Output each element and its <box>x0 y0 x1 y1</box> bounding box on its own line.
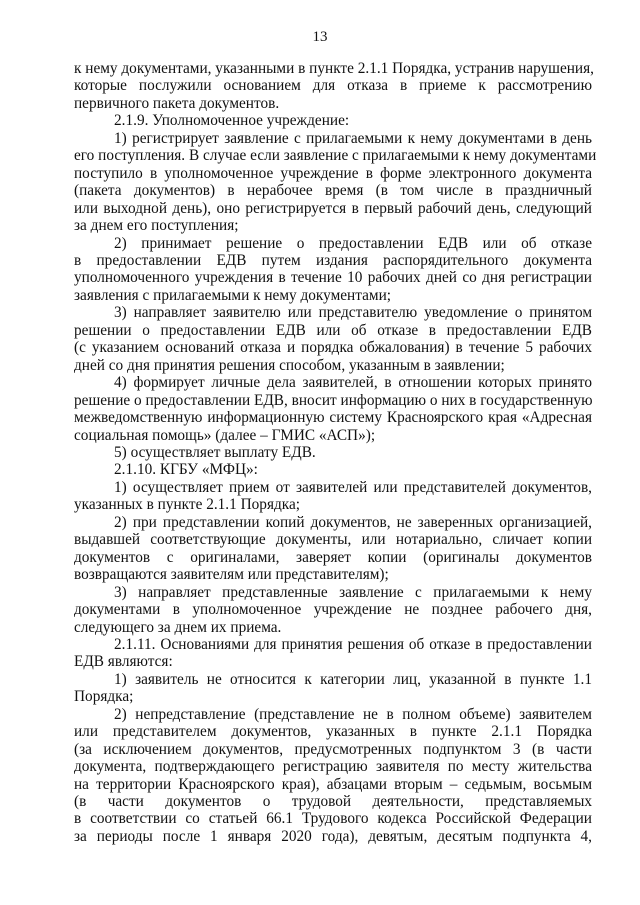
text-line: 1) регистрирует заявление с прилагаемыми к нему документами в день <box>114 129 592 147</box>
text-line: его поступления. В случае если заявление с прилагаемыми к нему документами <box>74 147 597 165</box>
text-line: документами в уполномоченное учреждение не позднее рабочего дня, <box>74 601 592 619</box>
text-line: возвращаются заявителям или представителям); <box>74 566 389 584</box>
text-line: решение о предоставлении ЕДВ, вносит информацию о них в государственную <box>74 391 593 409</box>
text-line: межведомственную информационную систему Красноярского края «Адресная <box>74 409 592 427</box>
text-line: 2) принимает решение о предоставлении ЕДВ или об отказе <box>114 234 592 252</box>
text-line: решении о предоставлении ЕДВ или об отказе в предоставлении ЕДВ <box>74 321 592 339</box>
text-line: к нему документами, указанными в пункте 2.1.1 Порядка, устранив нарушения, <box>74 60 594 77</box>
text-line: 2.1.11. Основаниями для принятия решения об отказе в предоставлении <box>114 635 592 653</box>
text-line: 2) непредставление (представление не в полном объеме) заявителем <box>114 705 592 723</box>
text-line: 3) направляет представленные заявление с прилагаемыми к нему <box>114 583 592 601</box>
text-line: в соответствии со статьей 66.1 Трудового кодекса Российской Федерации <box>74 810 592 828</box>
text-line: на территории Красноярского края), абзацами вторым – седьмым, восьмым <box>74 775 592 793</box>
text-line: указанных в пункте 2.1.1 Порядка; <box>74 496 301 514</box>
text-line: выдавшей соответствующие документы, или нотариально, сличает копии <box>74 531 592 549</box>
text-line: (с указанием оснований отказа и порядка обжалования) в течение 5 рабочих <box>74 339 592 357</box>
text-line: документа, подтверждающего регистрацию заявителя по месту жительства <box>74 758 592 776</box>
text-line: которые послужили основанием для отказа в приеме к рассмотрению <box>74 77 592 95</box>
page-number: 13 <box>312 29 328 45</box>
document-body <box>74 60 597 845</box>
text-line: поступило в уполномоченное учреждение в форме электронного документа <box>74 164 592 182</box>
text-line: социальная помощь» (далее – ГМИС «АСП»); <box>74 426 376 444</box>
text-line: Порядка; <box>74 688 134 706</box>
text-line: заявления с прилагаемыми к нему документами; <box>74 286 392 304</box>
text-line: за днем его поступления; <box>74 217 239 235</box>
text-line: или выходной день), оно регистрируется в первый рабочий день, следующий <box>74 199 592 217</box>
text-line: документов с оригиналами, заверяет копии (оригиналы документов <box>74 548 592 566</box>
text-line: уполномоченного учреждения в течение 10 рабочих дней со дня регистрации <box>74 269 592 287</box>
text-line: в предоставлении ЕДВ путем издания распорядительного документа <box>74 251 592 269</box>
text-line: 1) осуществляет прием от заявителей или представителей документов, <box>114 478 592 496</box>
text-line: 1) заявитель не относится к категории лиц, указанной в пункте 1.1 <box>114 670 592 688</box>
text-line: дней со дня принятия решения способом, указанным в заявлении; <box>74 356 505 374</box>
text-line: первичного пакета документов. <box>74 94 280 112</box>
text-line: 2) при представлении копий документов, не заверенных организацией, <box>114 513 592 531</box>
text-line: (в части документов о трудовой деятельности, представляемых <box>74 793 592 811</box>
text-line: следующего за днем их приема. <box>74 618 282 636</box>
text-line: 5) осуществляет выплату ЕДВ. <box>114 443 316 461</box>
text-line: (пакета документов) в нерабочее время (в том числе в праздничный <box>74 182 592 200</box>
text-line: 2.1.9. Уполномоченное учреждение: <box>114 112 350 130</box>
text-line: 3) направляет заявителю или представителю уведомление о принятом <box>114 304 592 322</box>
text-line: 2.1.10. КГБУ «МФЦ»: <box>114 461 258 479</box>
text-line: 4) формирует личные дела заявителей, в отношении которых принято <box>114 374 592 392</box>
text-line: ЕДВ являются: <box>74 653 173 671</box>
text-line: (за исключением документов, предусмотренных подпунктом 3 (в части <box>74 740 592 758</box>
text-line: за периоды после 1 января 2020 года), девятым, десятым подпункта 4, <box>74 827 592 845</box>
text-line: или представителем документов, указанных в пункте 2.1.1 Порядка <box>74 723 592 741</box>
